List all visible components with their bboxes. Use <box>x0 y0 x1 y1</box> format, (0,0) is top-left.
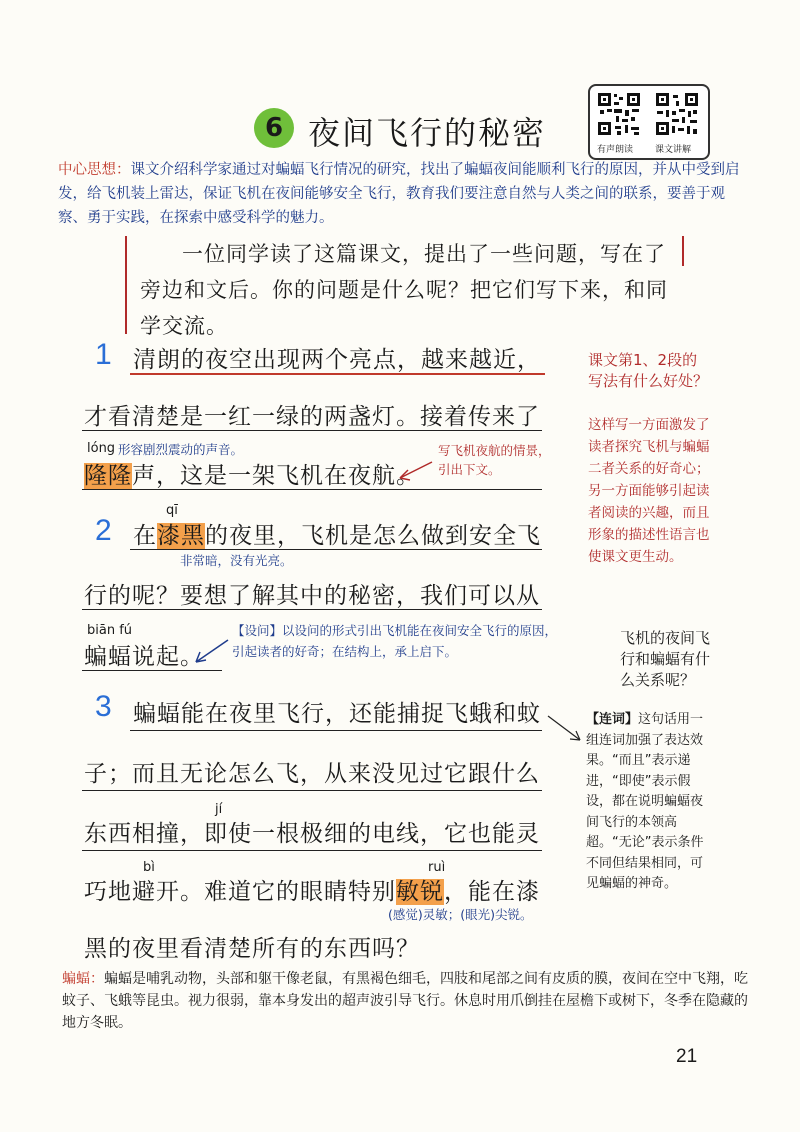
page-number: 21 <box>676 1046 698 1067</box>
side-question-1: 课文第1、2段的写法有什么好处？ <box>588 351 709 390</box>
side-answer-1: 这样写一方面激发了读者探究飞机与蝙蝠二者关系的好奇心；另一方面能够引起读者阅读的兴趣，而且形象的描述性语言也使课文更生动。 <box>588 417 710 565</box>
para3-line3: 东西相撞，即使一根极细的电线，它也能灵 <box>84 821 540 847</box>
highlight-longlong: 隆隆 <box>84 463 132 489</box>
para3-line4: 巧地避开。难道它的眼睛特别敏锐，能在漆 <box>84 879 540 905</box>
arrow-para3-note <box>548 716 580 740</box>
highlight-minrui: 敏锐 <box>396 879 444 905</box>
paragraph-number-1: 1 <box>95 338 112 371</box>
highlight-qihei: 漆黑 <box>157 523 205 549</box>
para2-line2: 行的呢？要想了解其中的秘密，我们可以从 <box>84 583 540 609</box>
pinyin-qi: qī <box>166 503 178 518</box>
central-idea-label: 中心思想： <box>58 162 131 178</box>
footnote-text: 蝙蝠是哺乳动物，头部和躯干像老鼠，有黑褐色细毛，四肢和尾部之间有皮质的膜，夜间在空中飞翔，吃蚊子、飞蛾等昆虫。视力很弱，靠本身发出的超声波引导飞行。休息时用爪倒挂在屋檐下或树下，冬季在隐藏的地方冬眠。 <box>62 971 748 1031</box>
paragraph-number-3: 3 <box>95 690 112 723</box>
para3-line5: 黑的夜里看清楚所有的东西吗？ <box>84 936 420 962</box>
paragraph-number-2: 2 <box>95 514 112 547</box>
conjunction-tag: 【连词】 <box>586 712 639 727</box>
pinyin-ji: jí <box>215 802 223 817</box>
pinyin-bianfu: biān fú <box>87 623 133 638</box>
gloss-minrui: (感觉)灵敏；(眼光)尖锐。 <box>388 907 533 922</box>
pinyin-bi: bì <box>143 860 155 875</box>
gloss-longlong: 形容剧烈震动的声音。 <box>118 442 244 457</box>
para1-line3: 隆隆声，这是一架飞机在夜航。 <box>84 463 420 489</box>
para2-line1: 在漆黑的夜里，飞机是怎么做到安全飞 <box>133 523 541 549</box>
pinyin-long: lóng <box>87 441 116 456</box>
qr-caption-audio: 有声朗读 <box>597 145 634 155</box>
para1-annotation: 写飞机夜航的情景，引出下文。 <box>438 443 551 477</box>
para2-line3: 蝙蝠说起。 <box>84 644 204 670</box>
qr-caption-lecture: 课文讲解 <box>655 145 692 155</box>
lesson-number-badge: 6 <box>254 108 294 148</box>
conjunction-text: 这句话用一组连词加强了表达效果。“而且”表示递进，“即使”表示假设，都在说明蝙蝠夜间飞行的本领高超。“无论”表示条件不同但结果相同，可见蝙蝠的神奇。 <box>586 712 704 891</box>
pinyin-rui: ruì <box>428 860 446 875</box>
para3-line2: 子；而且无论怎么飞，从来没见过它跟什么 <box>84 761 540 787</box>
para1-line1: 清朗的夜空出现两个亮点，越来越近， <box>133 347 541 373</box>
arrow-para1-note <box>400 462 432 478</box>
side-question-2: 飞机的夜间飞行和蝙蝠有什么关系呢？ <box>620 629 711 689</box>
para2-annotation: 【设问】以设问的形式引出飞机能在夜间安全飞行的原因，引起读者的好奇；在结构上，承上启下。 <box>232 623 558 659</box>
intro-text: 一位同学读了这篇课文，提出了一些问题，写在了旁边和文后。你的问题是什么呢？把它们写下来，和同学交流。 <box>140 242 668 338</box>
footnote-bat <box>62 968 752 1034</box>
arrow-para2-note <box>196 640 228 662</box>
central-idea-text: 课文介绍科学家通过对蝙蝠飞行情况的研究，找出了蝙蝠夜间能顺利飞行的原因，并从中受到启发，给飞机装上雷达，保证飞机在夜间能够安全飞行，教育我们要注意自然与人类之间的联系，要善于观察、勇于实践，在探索中感受科学的魅力。 <box>58 162 740 226</box>
para3-line1: 蝙蝠能在夜里飞行，还能捕捉飞蛾和蚊 <box>133 701 541 727</box>
footnote-label: 蝙蝠： <box>62 971 104 987</box>
para1-line2: 才看清楚是一红一绿的两盏灯。接着传来了 <box>84 404 540 430</box>
page-title: 夜间飞行的秘密 <box>308 114 547 152</box>
gloss-qihei: 非常暗，没有光亮。 <box>180 553 293 568</box>
